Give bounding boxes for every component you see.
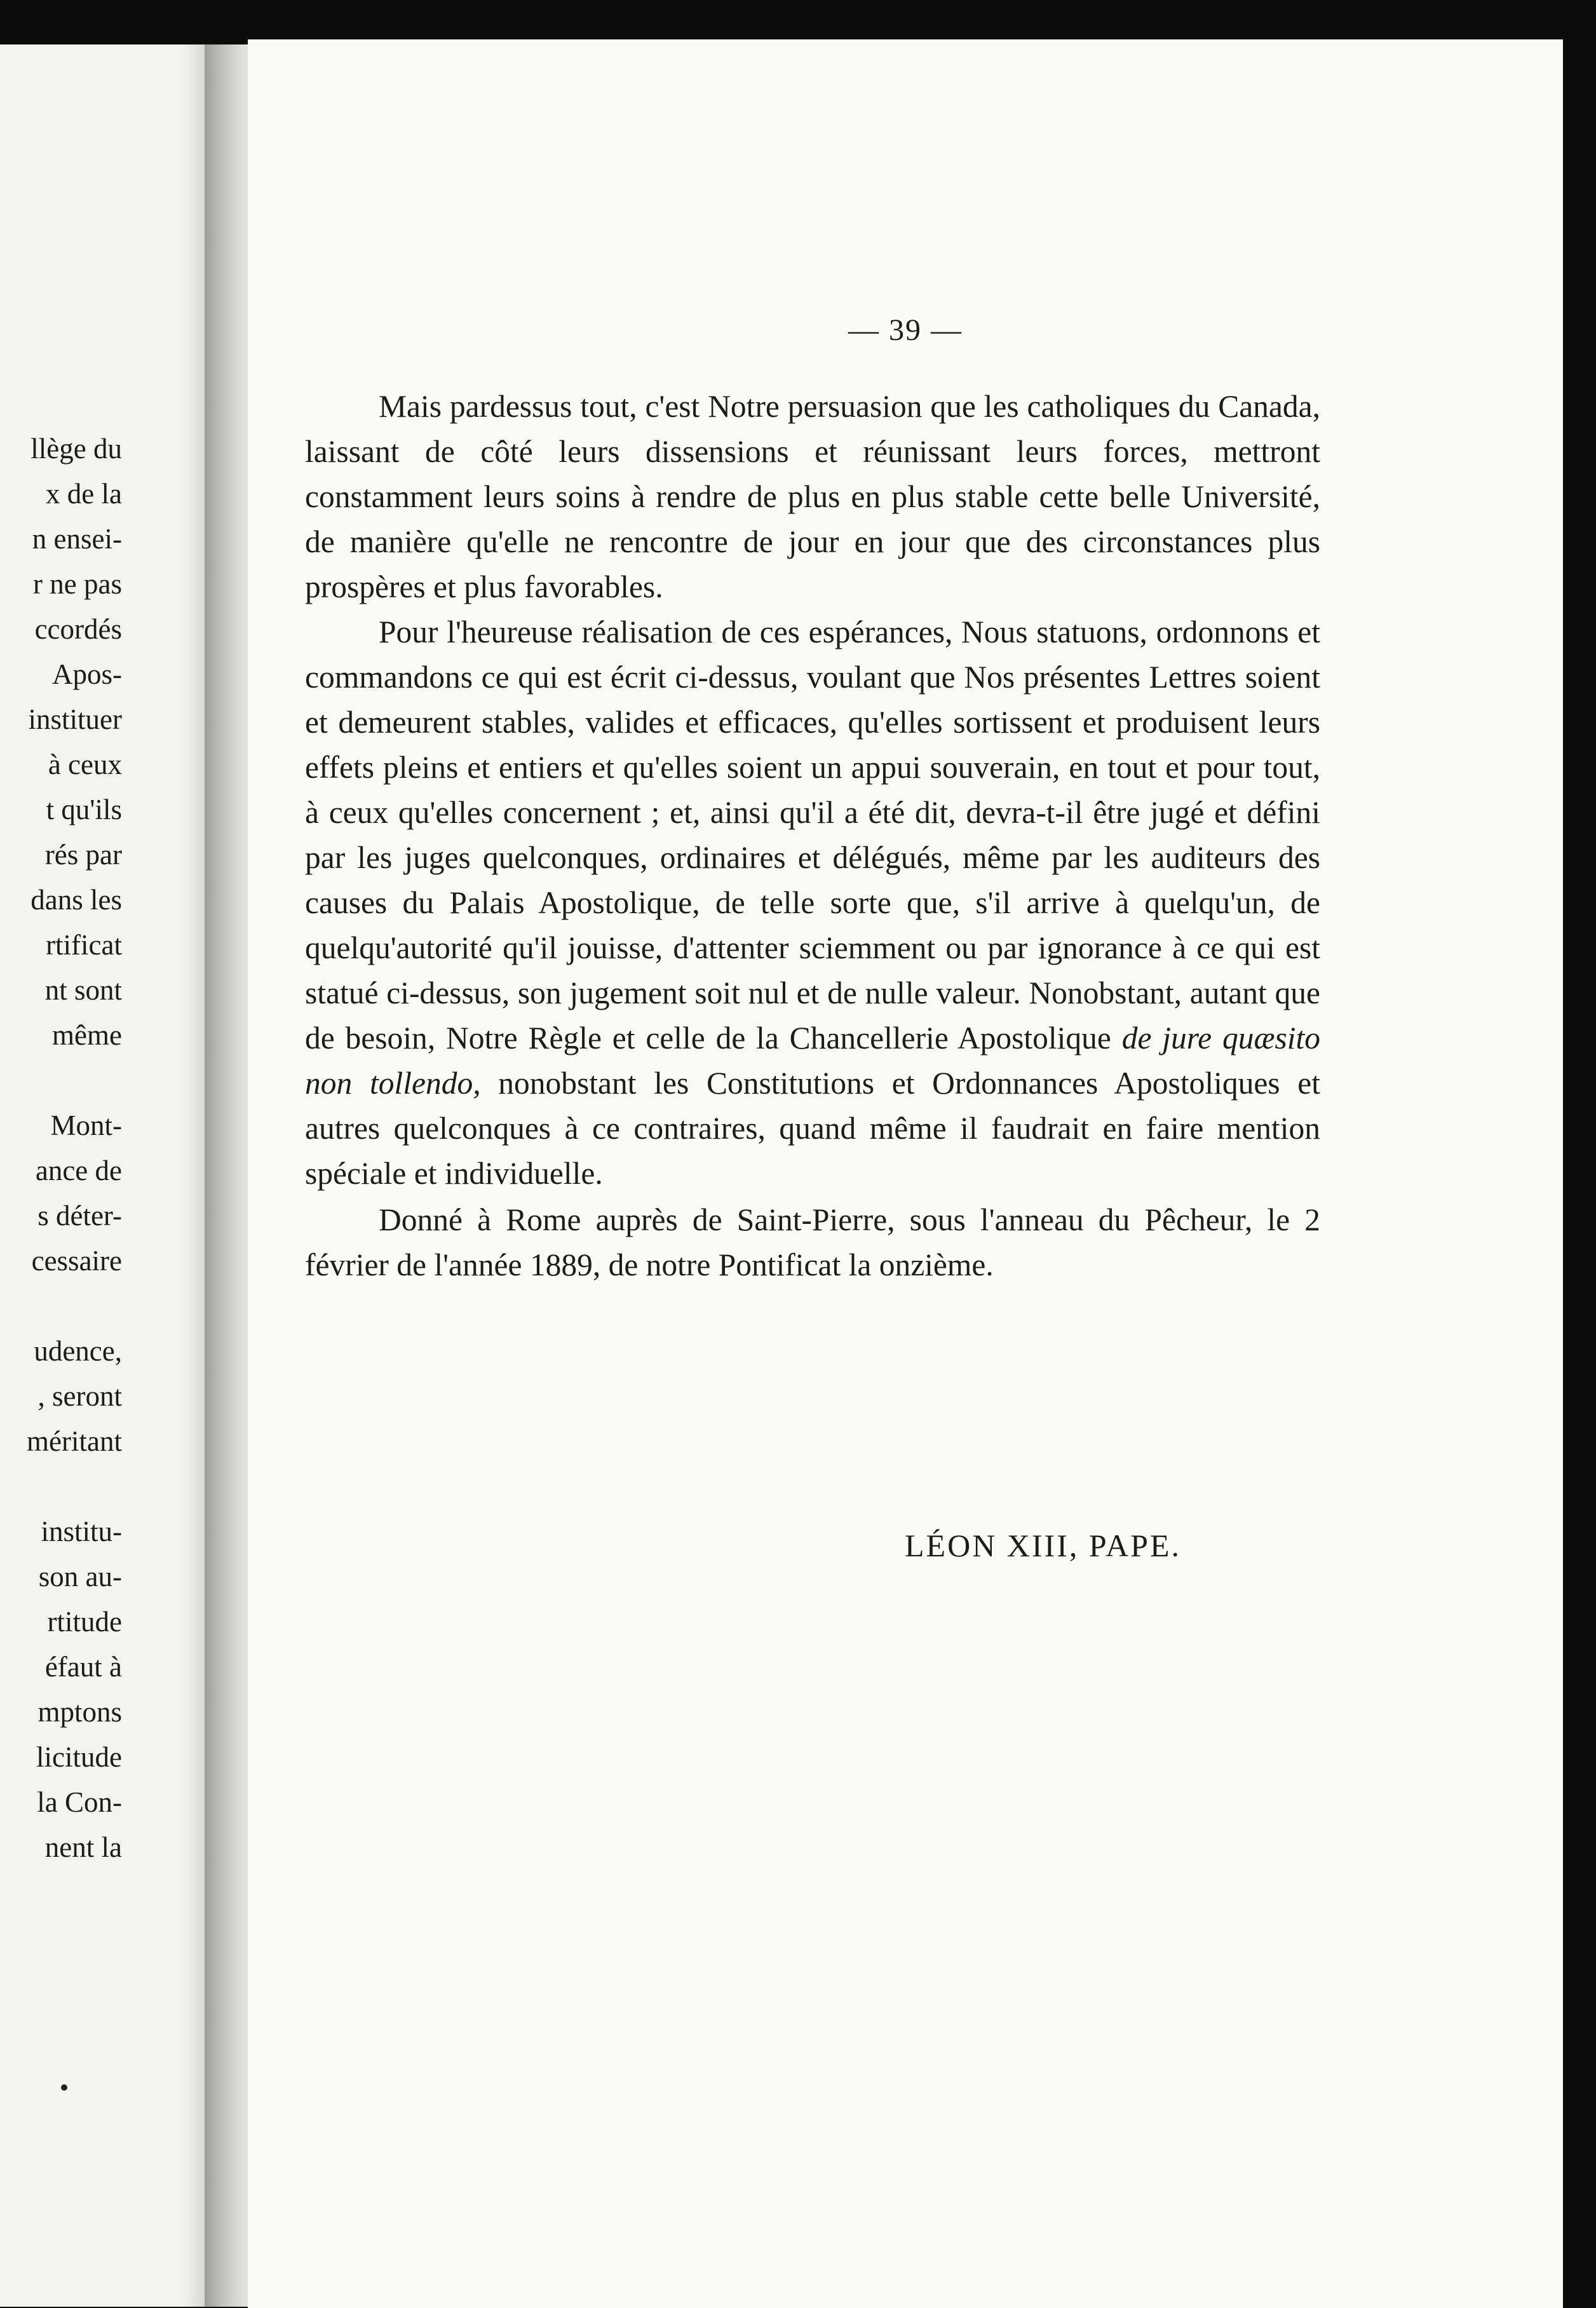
left-page-line: éfaut à xyxy=(44,1651,122,1683)
left-page-line: méritant xyxy=(27,1425,122,1457)
paragraph-persuasion: Mais pardessus tout, c'est Notre persuasion que les catholiques du Canada, laissant de côté leurs dissensions et réunissant leurs forces, mettront constamment leurs soins à rendre de plus en plus stable cette belle Université, de manière qu'elle ne rencontre de jour en jour que des circonstances plus prospères et plus favorables. xyxy=(305,389,1320,604)
left-page-line: même xyxy=(52,1019,122,1051)
left-page-line: mptons xyxy=(37,1696,122,1728)
left-page-line: nt sont xyxy=(44,974,122,1006)
left-page-line: cessaire xyxy=(31,1245,122,1277)
signature: LÉON XIII, PAPE. xyxy=(905,1528,1182,1563)
left-page-line: x de la xyxy=(46,478,122,510)
latin-phrase: de jure quæsito non tollendo, xyxy=(305,1021,1321,1101)
page-number: — 39 — xyxy=(848,313,963,347)
left-page-line: instituer xyxy=(28,703,122,735)
left-page-line: ccordés xyxy=(34,613,122,645)
left-page-line: rtificat xyxy=(46,929,122,961)
left-page-line: ance de xyxy=(35,1155,122,1186)
page-edge xyxy=(1563,39,1596,2308)
left-page-line: dans les xyxy=(30,884,122,916)
left-page-line: institu- xyxy=(41,1516,122,1547)
left-page-line: son au- xyxy=(38,1561,122,1592)
left-page-line: n ensei- xyxy=(32,523,122,555)
paragraph-statuons xyxy=(305,609,1320,1196)
book-binding-shadow xyxy=(205,44,249,2307)
paragraph-statuons-continuation: nonobstant les Constitutions et Ordonnances Apostoliques et autres quelconques à ce contraires, quand même il faudrait en faire mention spéciale et individuelle. xyxy=(305,1066,1321,1191)
left-page-line: udence, xyxy=(34,1335,122,1367)
left-page-line: Mont- xyxy=(50,1110,122,1141)
paragraph-statuons-text: Pour l'heureuse réalisation de ces espérances, Nous statuons, ordonnons et commandons ce qui est écrit ci-dessus, voulant que Nos présentes Lettres soient et demeurent stables, valides et efficaces, qu'elles sortissent et produisent leurs effets pleins et entiers et qu'elles soient un appui souverain, en tout et pour tout, à ceux qu'elles concernent ; et, ainsi qu'il a été dit, devra-t-il être jugé et défini par les juges quelconques, ordinaires et délégués, même par les auditeurs des causes du Palais Apostolique, de telle sorte que, s'il arrive à quelqu'un, de quelqu'autorité qu'il jouisse, d'attenter sciemment ou par ignorance à ce qui est statué ci-dessus, son jugement soit nul et de nulle valeur. Nonobstant, autant que de besoin, Notre Règle et celle de la Chancellerie Apostolique xyxy=(305,614,1320,1056)
left-page-line: Apos- xyxy=(52,658,122,690)
left-page-line: s déter- xyxy=(37,1200,122,1232)
left-page-line: t qu'ils xyxy=(46,794,122,825)
left-page-line: la Con- xyxy=(37,1786,122,1818)
left-page-line: , seront xyxy=(37,1380,122,1412)
left-page-line: nent la xyxy=(44,1831,122,1863)
page-body xyxy=(305,384,1320,1287)
left-page-line: llège du xyxy=(30,433,122,465)
left-facing-page xyxy=(0,44,205,2307)
left-page-line: r ne pas xyxy=(33,568,122,600)
left-page-line: rés par xyxy=(44,839,122,871)
ink-speck xyxy=(61,2084,67,2091)
left-page-line: rtitude xyxy=(47,1606,122,1638)
left-page-line: à ceux xyxy=(48,749,122,780)
left-page-gutter xyxy=(182,44,205,2307)
paragraph-donne-a-rome: Donné à Rome auprès de Saint-Pierre, sous l'anneau du Pêcheur, le 2 février de l'année 1889, de notre Pontificat la onzième. xyxy=(305,1202,1320,1282)
left-page-line: licitude xyxy=(36,1741,122,1773)
